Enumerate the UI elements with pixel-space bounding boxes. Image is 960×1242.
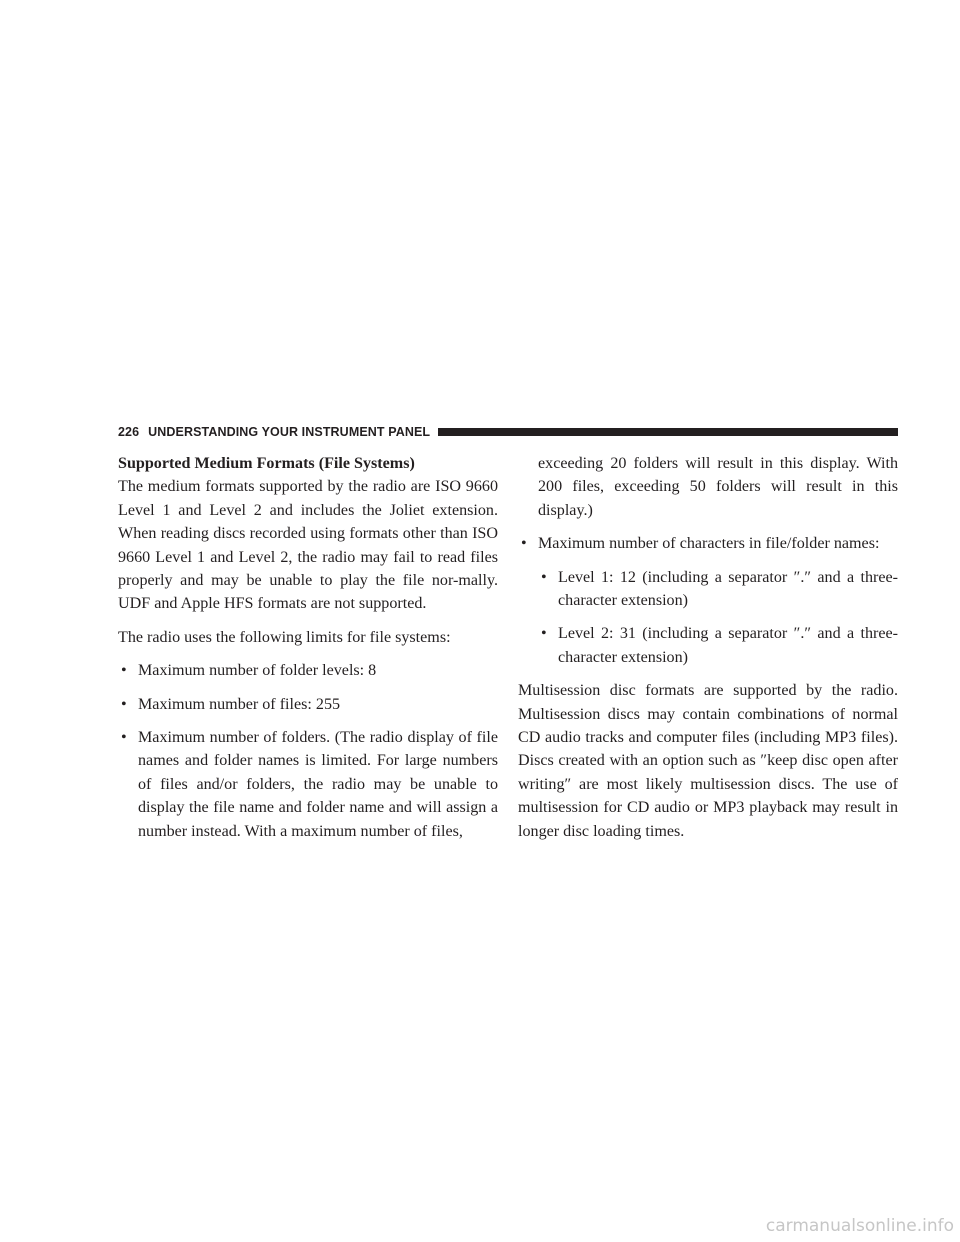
bullet-icon: • xyxy=(541,568,547,586)
bullet-icon: • xyxy=(521,535,527,553)
sub-list-item-text: Level 1: 12 (including a separator ″.″ and a three-character extension) xyxy=(558,568,898,610)
list-item-text: Maximum number of folder levels: 8 xyxy=(138,662,377,680)
page-number: 226 xyxy=(118,425,140,439)
header-rule xyxy=(438,428,898,436)
limits-intro: The radio uses the following limits for file systems: xyxy=(118,628,451,646)
list-item xyxy=(118,693,498,716)
formats-paragraph: The medium formats supported by the radio are ISO 9660 Level 1 and Level 2 and includes the Joliet extension. When reading discs recorded using formats other than ISO 9660 Level 1 and Level 2, the radio may fail to read files properly and may be unable to play the file nor-mally. UDF and Apple HFS formats are not supported. xyxy=(118,478,498,613)
list-item-text: Maximum number of characters in file/folder names: xyxy=(538,535,880,553)
bullet-icon: • xyxy=(541,625,547,643)
left-column xyxy=(118,452,498,843)
bullet-icon: • xyxy=(121,662,127,680)
list-item-text: Maximum number of files: 255 xyxy=(138,695,341,713)
bullet-icon: • xyxy=(121,729,127,747)
watermark: carmanualsonline.info xyxy=(765,1216,954,1236)
right-column xyxy=(518,452,898,843)
bullet-icon: • xyxy=(121,695,127,713)
list-item-continuation: exceeding 20 folders will result in this display. With 200 files, exceeding 50 folders will result in this display.) xyxy=(538,455,898,519)
section-heading: Supported Medium Formats (File Systems) xyxy=(118,455,415,472)
section-title: UNDERSTANDING YOUR INSTRUMENT PANEL xyxy=(148,425,431,439)
sub-list-item-text: Level 2: 31 (including a separator ″.″ and a three-character extension) xyxy=(558,625,898,666)
multisession-paragraph: Multisession disc formats are supported by the radio. Multisession discs may contain combinations of normal CD audio tracks and computer files (including MP3 files). Discs created with an option such as ″keep disc open after writing″ are most likely multisession discs. The use of multisession for CD audio or MP3 playback may result in longer disc loading times. xyxy=(518,682,898,840)
sub-list-item xyxy=(538,622,898,669)
list-item-text: Maximum number of folders. (The radio display of file names and folder names is limited. For large numbers of files and/or folders, the radio may be unable to display the file name and folder name and will assign a number instead. With a maximum number of files, xyxy=(138,729,498,840)
sub-list-item xyxy=(538,566,898,613)
list-item xyxy=(118,659,498,682)
list-item xyxy=(518,532,898,555)
list-item xyxy=(118,726,498,843)
page-header xyxy=(118,423,898,441)
